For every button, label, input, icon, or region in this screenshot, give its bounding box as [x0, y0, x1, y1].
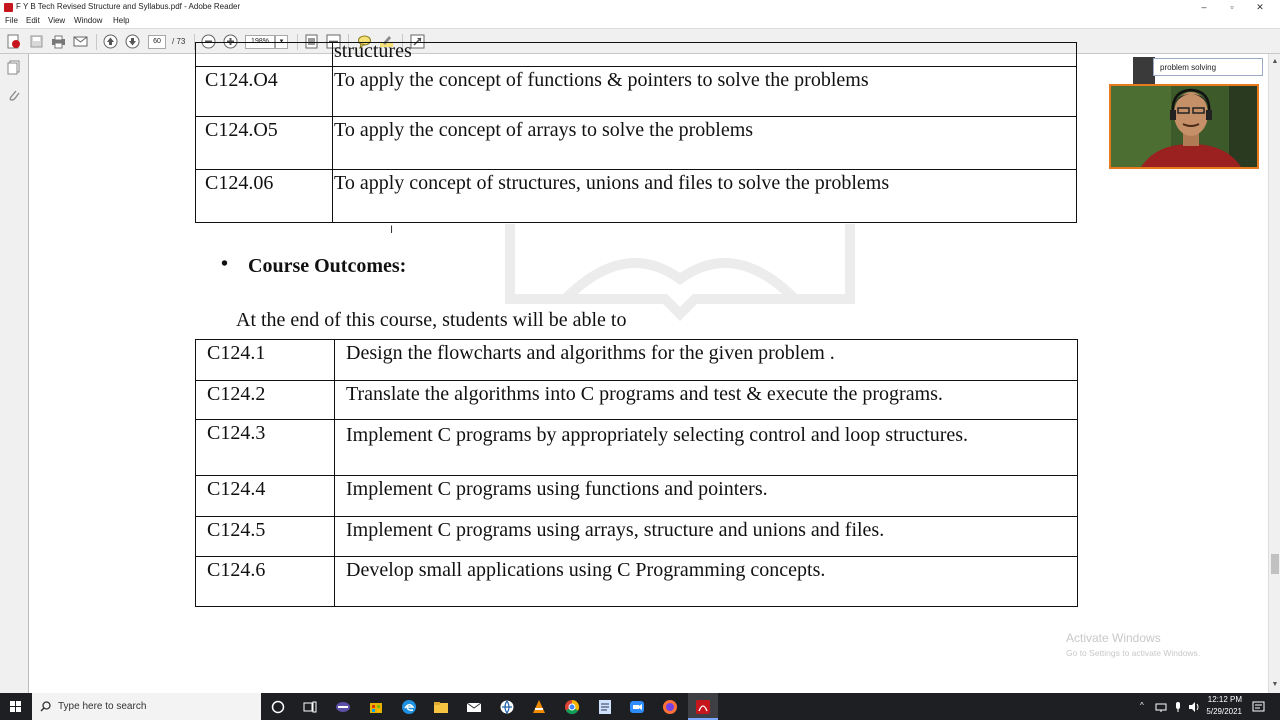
- zoom-app-icon[interactable]: [629, 699, 645, 715]
- search-placeholder: Type here to search: [58, 701, 147, 712]
- vertical-scrollbar[interactable]: [1268, 54, 1280, 693]
- outcome-text: Design the flowcharts and algorithms for the given problem .: [335, 340, 1078, 381]
- outcome-text: Implement C programs using functions and pointers.: [335, 476, 1078, 517]
- table-row: [196, 381, 1078, 420]
- microphone-icon[interactable]: [1172, 701, 1184, 713]
- table-row: [196, 170, 1077, 223]
- navigation-panel: [0, 54, 29, 693]
- objective-text: To apply the concept of functions & pointers to solve the problems: [333, 67, 1077, 117]
- table-row: [196, 476, 1078, 517]
- tray-chevron-icon[interactable]: ^: [1140, 701, 1144, 710]
- firefox-icon[interactable]: [662, 699, 678, 715]
- activate-windows-subtitle: Go to Settings to activate Windows.: [1066, 648, 1201, 658]
- edge-browser-icon[interactable]: [401, 699, 417, 715]
- clock-time[interactable]: 12:12 PM: [1207, 695, 1242, 704]
- title-bar: [0, 0, 1280, 15]
- scroll-down-icon[interactable]: ▼: [1271, 681, 1279, 688]
- outcome-text: Implement C programs using arrays, structure and unions and files.: [335, 517, 1078, 557]
- create-pdf-icon[interactable]: [6, 34, 21, 49]
- institute-watermark-logo: [505, 219, 855, 319]
- section-heading: Course Outcomes:: [248, 255, 407, 277]
- adobe-reader-icon: [4, 3, 13, 12]
- minimize-button[interactable]: –: [1201, 2, 1207, 12]
- file-explorer-icon[interactable]: [433, 699, 449, 715]
- notepad-icon[interactable]: [597, 699, 613, 715]
- window-title: F Y B Tech Revised Structure and Syllabus.pdf - Adobe Reader: [16, 2, 241, 11]
- outcome-text: Implement C programs by appropriately selecting control and loop structures.: [335, 420, 1078, 476]
- previous-page-icon[interactable]: [103, 34, 118, 49]
- text-cursor: I: [390, 224, 394, 236]
- webcam-overlay: [1109, 84, 1259, 169]
- course-outcomes-table: [195, 339, 1078, 607]
- search-icon: [40, 701, 51, 712]
- email-icon[interactable]: [73, 34, 88, 49]
- objective-text: To apply the concept of arrays to solve the problems: [333, 117, 1077, 170]
- windows-start-icon[interactable]: [0, 693, 32, 720]
- taskbar: [0, 693, 1280, 720]
- menu-file[interactable]: File: [5, 16, 18, 25]
- outcome-code: C124.5: [196, 517, 335, 557]
- adobe-reader-taskbar-icon[interactable]: [695, 699, 711, 715]
- course-objectives-table: [195, 42, 1077, 223]
- table-row: [196, 117, 1077, 170]
- outcome-code: C124.6: [196, 557, 335, 607]
- page-total: / 73: [172, 37, 186, 46]
- store-icon[interactable]: [368, 699, 384, 715]
- scroll-up-icon[interactable]: ▲: [1271, 58, 1279, 65]
- cortana-icon[interactable]: [270, 699, 286, 715]
- search-chip[interactable]: problem solving: [1153, 58, 1263, 76]
- outcome-code: C124.4: [196, 476, 335, 517]
- next-page-icon[interactable]: [125, 34, 140, 49]
- bullet: •: [221, 253, 229, 275]
- partial-row-text: structures: [333, 43, 1077, 67]
- table-row: [196, 340, 1078, 381]
- menu-view[interactable]: View: [48, 16, 66, 25]
- outcome-code: C124.3: [196, 420, 335, 476]
- save-icon[interactable]: [29, 34, 44, 49]
- attachments-icon[interactable]: [7, 88, 20, 103]
- menu-window[interactable]: Window: [74, 16, 103, 25]
- clock-date[interactable]: 5/29/2021: [1206, 707, 1242, 716]
- maximize-button[interactable]: ▫: [1230, 2, 1234, 12]
- table-row: [196, 557, 1078, 607]
- table-row: [196, 67, 1077, 117]
- page-number-input[interactable]: 60: [148, 35, 166, 49]
- outcome-text: Translate the algorithms into C programs and test & execute the programs.: [335, 381, 1078, 420]
- task-view-icon[interactable]: [302, 699, 318, 715]
- menu-edit[interactable]: Edit: [26, 16, 40, 25]
- menu-bar: [0, 15, 1280, 28]
- volume-icon[interactable]: [1188, 701, 1200, 713]
- close-button[interactable]: ✕: [1256, 2, 1264, 12]
- network-app-icon[interactable]: [499, 699, 515, 715]
- print-icon[interactable]: [51, 34, 66, 49]
- outcome-code: C124.1: [196, 340, 335, 381]
- taskbar-search-box[interactable]: [32, 693, 261, 720]
- intro-text: At the end of this course, students will be able to: [236, 309, 627, 331]
- presenter-video: [1111, 86, 1257, 167]
- zoom-dropdown-button[interactable]: ▾: [275, 35, 288, 49]
- scrollbar-thumb[interactable]: [1271, 554, 1279, 574]
- table-row: [196, 517, 1078, 557]
- pages-icon[interactable]: [7, 60, 20, 75]
- objective-code: C124.O4: [196, 67, 333, 117]
- objective-text: To apply concept of structures, unions and files to solve the problems: [333, 170, 1077, 223]
- outcome-text: Develop small applications using C Programming concepts.: [335, 557, 1078, 607]
- menu-help[interactable]: Help: [113, 16, 130, 25]
- vlc-icon[interactable]: [531, 699, 547, 715]
- notification-icon[interactable]: [1252, 700, 1265, 713]
- zoom-level-input[interactable]: 198%: [245, 35, 275, 49]
- objective-code: C124.O5: [196, 117, 333, 170]
- table-row: [196, 43, 1077, 67]
- media-player-icon[interactable]: [335, 699, 351, 715]
- table-row: [196, 420, 1078, 476]
- outcome-code: C124.2: [196, 381, 335, 420]
- objective-code: C124.06: [196, 170, 333, 223]
- mail-icon[interactable]: [466, 699, 482, 715]
- activate-windows-title: Activate Windows: [1066, 631, 1161, 645]
- chrome-icon[interactable]: [564, 699, 580, 715]
- network-icon[interactable]: [1155, 701, 1167, 713]
